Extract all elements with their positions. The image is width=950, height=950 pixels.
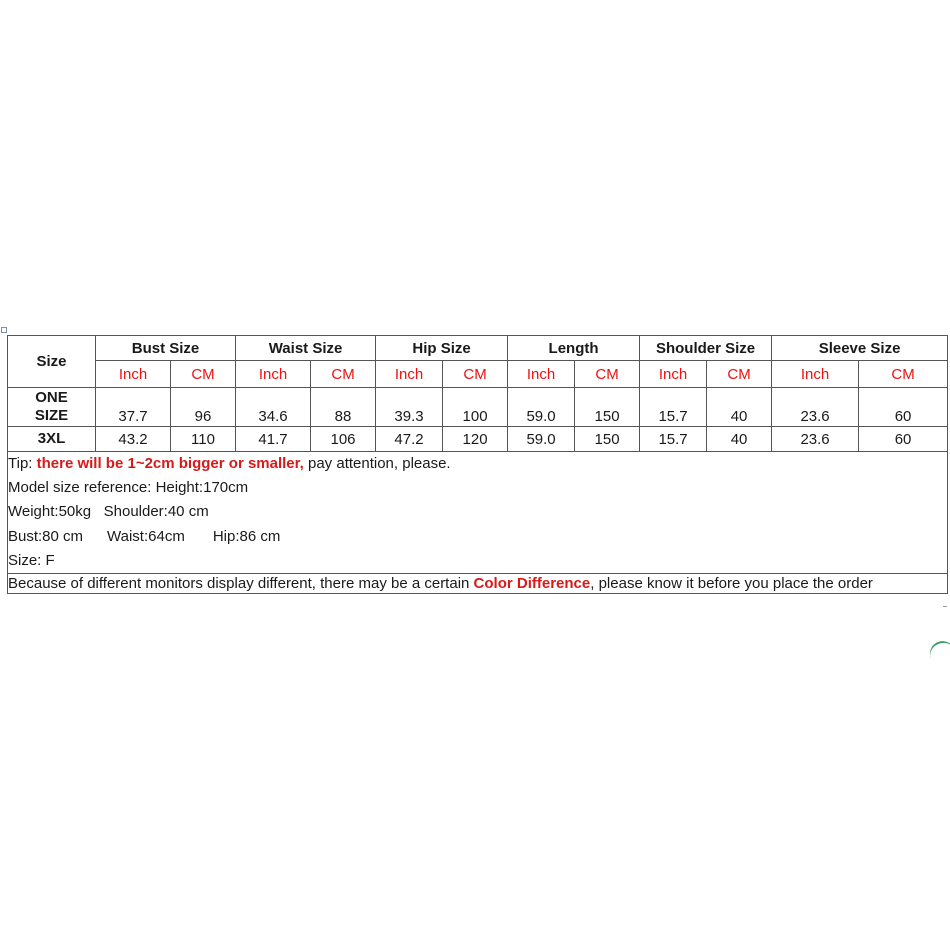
cell-hip-cm: 100 <box>443 388 508 427</box>
model-reference-line: Model size reference: Height:170cm <box>8 479 249 497</box>
color-disclaimer <box>8 574 948 594</box>
size-label-line2: SIZE <box>34 407 69 424</box>
cell-bust-inch: 37.7 <box>96 388 171 427</box>
disclaimer-row <box>8 574 948 594</box>
size-column-header: Size <box>8 336 96 388</box>
unit-cm: CM <box>171 361 236 388</box>
model-weight: Weight:50kg <box>8 503 92 521</box>
tip-highlight: there will be 1~2cm bigger or smaller, <box>36 455 304 472</box>
unit-cm: CM <box>575 361 640 388</box>
unit-cm: CM <box>859 361 948 388</box>
disclaimer-prefix: Because of different monitors display different, there may be a certain <box>8 575 474 593</box>
cell-waist-inch: 41.7 <box>236 427 311 452</box>
table-row-one-size <box>8 388 948 427</box>
cell-length-cm: 150 <box>575 427 640 452</box>
cell-hip-inch: 39.3 <box>376 388 443 427</box>
cell-length-inch: 59.0 <box>508 427 575 452</box>
unit-inch: Inch <box>640 361 707 388</box>
cell-sleeve-cm: 60 <box>859 388 948 427</box>
group-header-row <box>8 336 948 361</box>
cell-sleeve-inch: 23.6 <box>772 427 859 452</box>
unit-inch: Inch <box>96 361 171 388</box>
disclaimer-suffix: , please know it before you place the order <box>590 575 873 593</box>
unit-inch: Inch <box>772 361 859 388</box>
tip-prefix: Tip: <box>8 455 37 472</box>
unit-cm: CM <box>707 361 772 388</box>
model-hip: Hip:86 cm <box>212 527 281 545</box>
size-label-3xl: 3XL <box>8 427 96 452</box>
cell-shoulder-cm: 40 <box>707 427 772 452</box>
group-header-hip: Hip Size <box>376 336 508 361</box>
model-notes <box>8 452 948 574</box>
unit-cm: CM <box>311 361 376 388</box>
group-header-length: Length <box>508 336 640 361</box>
cell-waist-inch: 34.6 <box>236 388 311 427</box>
cell-hip-cm: 120 <box>443 427 508 452</box>
unit-cm: CM <box>443 361 508 388</box>
group-header-waist: Waist Size <box>236 336 376 361</box>
cell-sleeve-inch: 23.6 <box>772 388 859 427</box>
disclaimer-highlight: Color Difference <box>473 575 591 593</box>
model-size-line: Size: F <box>8 551 55 569</box>
cell-waist-cm: 106 <box>311 427 376 452</box>
cell-shoulder-cm: 40 <box>707 388 772 427</box>
size-label-one-size <box>8 388 96 427</box>
cell-sleeve-cm: 60 <box>859 427 948 452</box>
group-header-bust: Bust Size <box>96 336 236 361</box>
notes-row <box>8 452 948 574</box>
edge-arc-decoration <box>926 637 950 672</box>
cell-bust-cm: 110 <box>171 427 236 452</box>
cell-bust-inch: 43.2 <box>96 427 171 452</box>
cell-shoulder-inch: 15.7 <box>640 427 707 452</box>
model-shoulder: Shoulder:40 cm <box>103 503 209 521</box>
table-anchor-icon <box>1 327 7 333</box>
model-bust: Bust:80 cm <box>8 527 84 545</box>
size-label-line1: ONE <box>35 389 68 406</box>
group-header-shoulder: Shoulder Size <box>640 336 772 361</box>
group-header-sleeve: Sleeve Size <box>772 336 948 361</box>
bust-waist-hip-line <box>8 525 947 549</box>
unit-inch: Inch <box>236 361 311 388</box>
unit-header-row <box>8 361 948 388</box>
edge-resize-mark <box>943 606 947 609</box>
cell-length-inch: 59.0 <box>508 388 575 427</box>
cell-waist-cm: 88 <box>311 388 376 427</box>
size-chart-table <box>7 335 948 594</box>
weight-shoulder-line <box>8 500 947 524</box>
model-waist: Waist:64cm <box>107 527 185 545</box>
cell-hip-inch: 47.2 <box>376 427 443 452</box>
table-row-3xl <box>8 427 948 452</box>
cell-length-cm: 150 <box>575 388 640 427</box>
unit-inch: Inch <box>508 361 575 388</box>
tip-suffix: pay attention, please. <box>303 455 451 472</box>
unit-inch: Inch <box>376 361 443 388</box>
cell-bust-cm: 96 <box>171 388 236 427</box>
tip-line <box>8 452 947 476</box>
cell-shoulder-inch: 15.7 <box>640 388 707 427</box>
